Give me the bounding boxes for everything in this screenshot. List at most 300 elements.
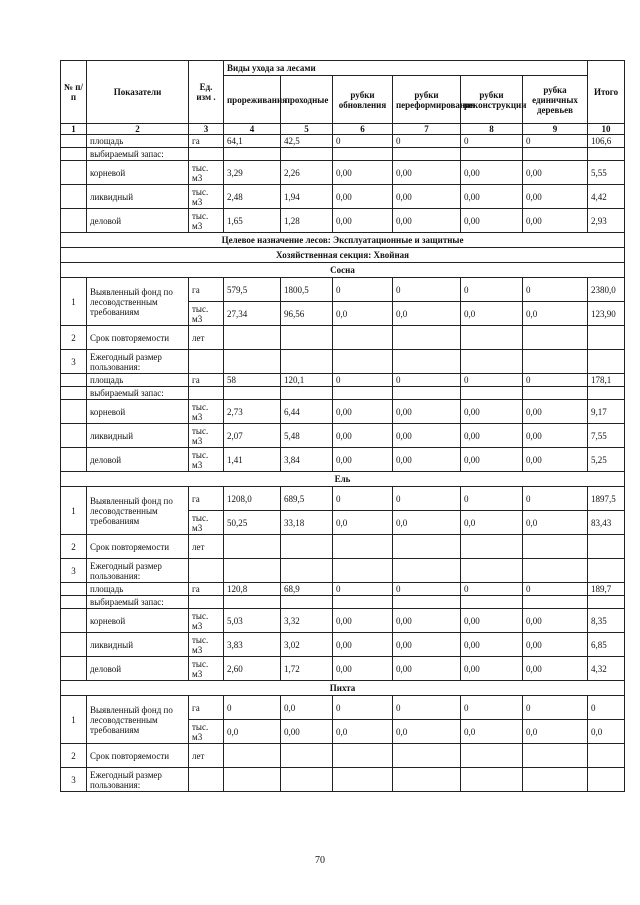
- value-cell: [461, 350, 523, 374]
- unit-cell: тыс. м3: [189, 720, 224, 744]
- value-cell: 58: [224, 374, 281, 387]
- value-cell: [588, 559, 625, 583]
- value-cell: 2,48: [224, 185, 281, 209]
- value-cell: 0: [523, 487, 588, 511]
- species-name: Сосна: [61, 263, 625, 278]
- value-cell: 0: [393, 374, 461, 387]
- row-label: Срок повторяемости: [87, 326, 189, 350]
- value-cell: [523, 326, 588, 350]
- table-row: [61, 744, 625, 768]
- value-cell: 689,5: [281, 487, 333, 511]
- row-number: [61, 400, 87, 424]
- value-cell: 0: [461, 487, 523, 511]
- species-name: Ель: [61, 472, 625, 487]
- row-label: выбираемый запас:: [87, 148, 189, 161]
- unit-cell: тыс. м3: [189, 448, 224, 472]
- value-cell: 0,00: [461, 657, 523, 681]
- value-cell: 0,0: [523, 511, 588, 535]
- unit-cell: тыс. м3: [189, 657, 224, 681]
- value-cell: 0,00: [523, 609, 588, 633]
- value-cell: [333, 744, 393, 768]
- value-cell: 6,44: [281, 400, 333, 424]
- row-number: 3: [61, 559, 87, 583]
- value-cell: 3,32: [281, 609, 333, 633]
- value-cell: 0: [523, 135, 588, 148]
- value-cell: 0,00: [461, 209, 523, 233]
- value-cell: [523, 768, 588, 792]
- value-cell: [588, 350, 625, 374]
- column-number: 6: [333, 124, 393, 135]
- value-cell: [333, 535, 393, 559]
- row-label: корневой: [87, 400, 189, 424]
- value-cell: 0,00: [523, 448, 588, 472]
- value-cell: [588, 744, 625, 768]
- species-row: [61, 472, 625, 487]
- value-cell: [588, 387, 625, 400]
- value-cell: 0: [393, 696, 461, 720]
- value-cell: 0: [393, 583, 461, 596]
- value-cell: 0,00: [523, 400, 588, 424]
- column-number: 1: [61, 124, 87, 135]
- value-cell: 0,00: [333, 633, 393, 657]
- row-label: Ежегодный размер пользования:: [87, 559, 189, 583]
- value-cell: 0,0: [393, 720, 461, 744]
- row-label: корневой: [87, 609, 189, 633]
- report-sheet: [60, 60, 624, 792]
- value-cell: 64,1: [224, 135, 281, 148]
- value-cell: [333, 350, 393, 374]
- table-row: [61, 350, 625, 374]
- value-cell: 27,34: [224, 302, 281, 326]
- value-cell: [281, 387, 333, 400]
- value-cell: [523, 387, 588, 400]
- row-label: Выявленный фонд по лесоводственным требованиям: [87, 696, 189, 744]
- value-cell: 0: [588, 696, 625, 720]
- value-cell: [393, 350, 461, 374]
- value-cell: 0,0: [523, 302, 588, 326]
- value-cell: 0,00: [461, 633, 523, 657]
- species-name: Пихта: [61, 681, 625, 696]
- unit-cell: тыс. м3: [189, 209, 224, 233]
- value-cell: 5,03: [224, 609, 281, 633]
- value-cell: 0,00: [393, 424, 461, 448]
- value-cell: [461, 535, 523, 559]
- value-cell: [588, 148, 625, 161]
- table-row: [61, 559, 625, 583]
- header-unit: Ед. изм .: [189, 61, 224, 124]
- value-cell: 0: [333, 487, 393, 511]
- row-number: 3: [61, 350, 87, 374]
- value-cell: [333, 148, 393, 161]
- value-cell: 50,25: [224, 511, 281, 535]
- unit-cell: [189, 350, 224, 374]
- header-renewal: рубки обновления: [333, 76, 393, 124]
- species-row: [61, 263, 625, 278]
- value-cell: 0: [224, 696, 281, 720]
- value-cell: [461, 768, 523, 792]
- value-cell: 0,0: [333, 302, 393, 326]
- value-cell: 2,60: [224, 657, 281, 681]
- value-cell: [523, 559, 588, 583]
- value-cell: 0,00: [333, 448, 393, 472]
- row-number: [61, 609, 87, 633]
- value-cell: 42,5: [281, 135, 333, 148]
- unit-cell: тыс. м3: [189, 511, 224, 535]
- header-row-1: [61, 61, 625, 76]
- table-row: [61, 448, 625, 472]
- value-cell: 0,00: [461, 424, 523, 448]
- value-cell: 120,8: [224, 583, 281, 596]
- value-cell: 0: [523, 374, 588, 387]
- value-cell: 0: [393, 135, 461, 148]
- value-cell: [224, 326, 281, 350]
- column-number: 10: [588, 124, 625, 135]
- table-row: [61, 768, 625, 792]
- row-number: 2: [61, 535, 87, 559]
- value-cell: 0,0: [523, 720, 588, 744]
- unit-cell: га: [189, 696, 224, 720]
- row-number: [61, 583, 87, 596]
- value-cell: [393, 559, 461, 583]
- value-cell: 0,00: [393, 657, 461, 681]
- value-cell: [393, 387, 461, 400]
- value-cell: [393, 596, 461, 609]
- row-number: [61, 387, 87, 400]
- value-cell: [393, 744, 461, 768]
- table-row: [61, 135, 625, 148]
- value-cell: 83,43: [588, 511, 625, 535]
- value-cell: 0,00: [461, 400, 523, 424]
- value-cell: [523, 148, 588, 161]
- row-number: [61, 185, 87, 209]
- value-cell: [588, 326, 625, 350]
- value-cell: [393, 535, 461, 559]
- header-passage: проходные: [281, 76, 333, 124]
- row-number: [61, 596, 87, 609]
- unit-cell: га: [189, 278, 224, 302]
- row-number: [61, 374, 87, 387]
- header-thinning: прореживания: [224, 76, 281, 124]
- value-cell: 0,00: [393, 185, 461, 209]
- row-label: ликвидный: [87, 424, 189, 448]
- value-cell: 106,6: [588, 135, 625, 148]
- value-cell: [461, 559, 523, 583]
- value-cell: [333, 559, 393, 583]
- value-cell: [224, 559, 281, 583]
- row-number: [61, 424, 87, 448]
- value-cell: 5,25: [588, 448, 625, 472]
- value-cell: 123,90: [588, 302, 625, 326]
- table-row: [61, 148, 625, 161]
- value-cell: [224, 535, 281, 559]
- unit-cell: [189, 387, 224, 400]
- row-label: деловой: [87, 209, 189, 233]
- value-cell: [393, 326, 461, 350]
- table-row: [61, 535, 625, 559]
- value-cell: 0: [333, 278, 393, 302]
- value-cell: 0,00: [461, 609, 523, 633]
- value-cell: 0,0: [393, 511, 461, 535]
- header-single: рубка единичных деревьев: [523, 76, 588, 124]
- value-cell: [224, 387, 281, 400]
- unit-cell: [189, 768, 224, 792]
- section-row: [61, 248, 625, 263]
- value-cell: 7,55: [588, 424, 625, 448]
- page-number: 70: [315, 855, 325, 866]
- value-cell: [281, 148, 333, 161]
- column-number: 9: [523, 124, 588, 135]
- value-cell: 0,0: [461, 511, 523, 535]
- value-cell: 4,32: [588, 657, 625, 681]
- unit-cell: тыс. м3: [189, 609, 224, 633]
- value-cell: [461, 596, 523, 609]
- header-no: № п/п: [61, 61, 87, 124]
- table-row: [61, 185, 625, 209]
- unit-cell: тыс. м3: [189, 161, 224, 185]
- economic-section: Хозяйственная секция: Хвойная: [61, 248, 625, 263]
- row-label: Выявленный фонд по лесоводственным требованиям: [87, 278, 189, 326]
- row-label: Ежегодный размер пользования:: [87, 350, 189, 374]
- table-row: [61, 326, 625, 350]
- unit-cell: га: [189, 374, 224, 387]
- row-number: 1: [61, 278, 87, 326]
- value-cell: 0,0: [333, 511, 393, 535]
- column-number: 5: [281, 124, 333, 135]
- value-cell: [588, 596, 625, 609]
- value-cell: 3,83: [224, 633, 281, 657]
- forest-purpose: Целевое назначение лесов: Эксплуатационные и защитные: [61, 233, 625, 248]
- value-cell: 1,28: [281, 209, 333, 233]
- value-cell: 0,0: [224, 720, 281, 744]
- unit-cell: га: [189, 135, 224, 148]
- value-cell: [281, 535, 333, 559]
- value-cell: [333, 768, 393, 792]
- value-cell: 0,0: [333, 720, 393, 744]
- value-cell: [224, 350, 281, 374]
- row-label: выбираемый запас:: [87, 387, 189, 400]
- value-cell: 8,35: [588, 609, 625, 633]
- value-cell: 0,00: [333, 609, 393, 633]
- value-cell: 0,00: [393, 633, 461, 657]
- table-row: [61, 400, 625, 424]
- table-row: [61, 583, 625, 596]
- value-cell: [281, 744, 333, 768]
- row-label: корневой: [87, 161, 189, 185]
- row-number: [61, 209, 87, 233]
- value-cell: 0,00: [393, 448, 461, 472]
- value-cell: 0: [523, 696, 588, 720]
- value-cell: [281, 326, 333, 350]
- value-cell: 1897,5: [588, 487, 625, 511]
- row-number: [61, 633, 87, 657]
- value-cell: 1,72: [281, 657, 333, 681]
- table-row: [61, 374, 625, 387]
- table-row: [61, 609, 625, 633]
- value-cell: 579,5: [224, 278, 281, 302]
- value-cell: 2,07: [224, 424, 281, 448]
- row-number: 2: [61, 744, 87, 768]
- unit-cell: [189, 148, 224, 161]
- value-cell: 2380,0: [588, 278, 625, 302]
- value-cell: [461, 148, 523, 161]
- header-indicators: Показатели: [87, 61, 189, 124]
- value-cell: 0,00: [523, 424, 588, 448]
- value-cell: [523, 596, 588, 609]
- row-number: 2: [61, 326, 87, 350]
- value-cell: 33,18: [281, 511, 333, 535]
- value-cell: 0: [523, 278, 588, 302]
- value-cell: 5,55: [588, 161, 625, 185]
- value-cell: 1,41: [224, 448, 281, 472]
- row-label: деловой: [87, 448, 189, 472]
- value-cell: 0: [461, 278, 523, 302]
- column-number: 2: [87, 124, 189, 135]
- unit-cell: га: [189, 583, 224, 596]
- value-cell: 120,1: [281, 374, 333, 387]
- value-cell: 0: [523, 583, 588, 596]
- value-cell: 0,00: [523, 161, 588, 185]
- unit-cell: тыс. м3: [189, 185, 224, 209]
- table-row: [61, 278, 625, 302]
- value-cell: [393, 768, 461, 792]
- value-cell: [224, 596, 281, 609]
- header-recon: рубки реконструкции: [461, 76, 523, 124]
- value-cell: 0,00: [461, 161, 523, 185]
- value-cell: 0,00: [523, 633, 588, 657]
- column-number: 4: [224, 124, 281, 135]
- unit-cell: лет: [189, 326, 224, 350]
- row-label: ликвидный: [87, 633, 189, 657]
- value-cell: 2,93: [588, 209, 625, 233]
- column-number: 8: [461, 124, 523, 135]
- value-cell: 0: [461, 374, 523, 387]
- value-cell: 0,00: [393, 609, 461, 633]
- row-number: [61, 135, 87, 148]
- value-cell: 96,56: [281, 302, 333, 326]
- table-row: [61, 633, 625, 657]
- value-cell: 6,85: [588, 633, 625, 657]
- header-reform: рубки переформирования: [393, 76, 461, 124]
- value-cell: 0,0: [281, 696, 333, 720]
- row-number: [61, 161, 87, 185]
- value-cell: [523, 535, 588, 559]
- table-body: [61, 61, 625, 792]
- value-cell: 0,00: [393, 209, 461, 233]
- row-number: 1: [61, 487, 87, 535]
- value-cell: 0,00: [461, 185, 523, 209]
- value-cell: 0,00: [333, 185, 393, 209]
- value-cell: [281, 559, 333, 583]
- value-cell: [224, 148, 281, 161]
- row-label: площадь: [87, 583, 189, 596]
- table-row: [61, 657, 625, 681]
- value-cell: [461, 326, 523, 350]
- row-number: 3: [61, 768, 87, 792]
- value-cell: [523, 350, 588, 374]
- species-row: [61, 681, 625, 696]
- unit-cell: тыс. м3: [189, 633, 224, 657]
- value-cell: 3,29: [224, 161, 281, 185]
- value-cell: [461, 744, 523, 768]
- table-row: [61, 387, 625, 400]
- value-cell: [281, 596, 333, 609]
- value-cell: 0,00: [523, 657, 588, 681]
- value-cell: 0: [333, 696, 393, 720]
- header-group: Виды ухода за лесами: [224, 61, 588, 76]
- value-cell: 178,1: [588, 374, 625, 387]
- row-number: [61, 657, 87, 681]
- table-row: [61, 696, 625, 720]
- value-cell: 2,73: [224, 400, 281, 424]
- value-cell: 0,00: [333, 209, 393, 233]
- value-cell: 0: [393, 487, 461, 511]
- row-label: Срок повторяемости: [87, 744, 189, 768]
- value-cell: 0,00: [333, 657, 393, 681]
- unit-cell: тыс. м3: [189, 424, 224, 448]
- row-label: деловой: [87, 657, 189, 681]
- value-cell: 0: [333, 135, 393, 148]
- value-cell: 0,00: [333, 161, 393, 185]
- value-cell: [224, 744, 281, 768]
- value-cell: 0: [461, 135, 523, 148]
- column-number: 3: [189, 124, 224, 135]
- table-row: [61, 424, 625, 448]
- value-cell: 9,17: [588, 400, 625, 424]
- value-cell: 0: [461, 583, 523, 596]
- table-row: [61, 161, 625, 185]
- column-number: 7: [393, 124, 461, 135]
- unit-cell: тыс. м3: [189, 302, 224, 326]
- value-cell: 0,00: [333, 424, 393, 448]
- value-cell: 0,00: [461, 448, 523, 472]
- row-label: площадь: [87, 374, 189, 387]
- value-cell: 5,48: [281, 424, 333, 448]
- row-label: площадь: [87, 135, 189, 148]
- row-number: [61, 448, 87, 472]
- unit-cell: тыс. м3: [189, 400, 224, 424]
- row-label: Выявленный фонд по лесоводственным требованиям: [87, 487, 189, 535]
- value-cell: 3,84: [281, 448, 333, 472]
- value-cell: 0,0: [393, 302, 461, 326]
- value-cell: 189,7: [588, 583, 625, 596]
- unit-cell: га: [189, 487, 224, 511]
- value-cell: 4,42: [588, 185, 625, 209]
- value-cell: 0,0: [461, 720, 523, 744]
- value-cell: 0,00: [523, 209, 588, 233]
- value-cell: 0: [393, 278, 461, 302]
- value-cell: 1800,5: [281, 278, 333, 302]
- value-cell: 0,0: [461, 302, 523, 326]
- value-cell: [461, 387, 523, 400]
- value-cell: 0,00: [523, 185, 588, 209]
- value-cell: 3,02: [281, 633, 333, 657]
- value-cell: 0,0: [588, 720, 625, 744]
- table-row: [61, 487, 625, 511]
- value-cell: [333, 387, 393, 400]
- value-cell: 2,26: [281, 161, 333, 185]
- unit-cell: [189, 559, 224, 583]
- unit-cell: лет: [189, 744, 224, 768]
- value-cell: [523, 744, 588, 768]
- row-number: [61, 148, 87, 161]
- value-cell: [588, 768, 625, 792]
- value-cell: [333, 326, 393, 350]
- value-cell: 1,65: [224, 209, 281, 233]
- value-cell: 0: [333, 374, 393, 387]
- unit-cell: [189, 596, 224, 609]
- column-numbers-row: [61, 124, 625, 135]
- value-cell: [281, 768, 333, 792]
